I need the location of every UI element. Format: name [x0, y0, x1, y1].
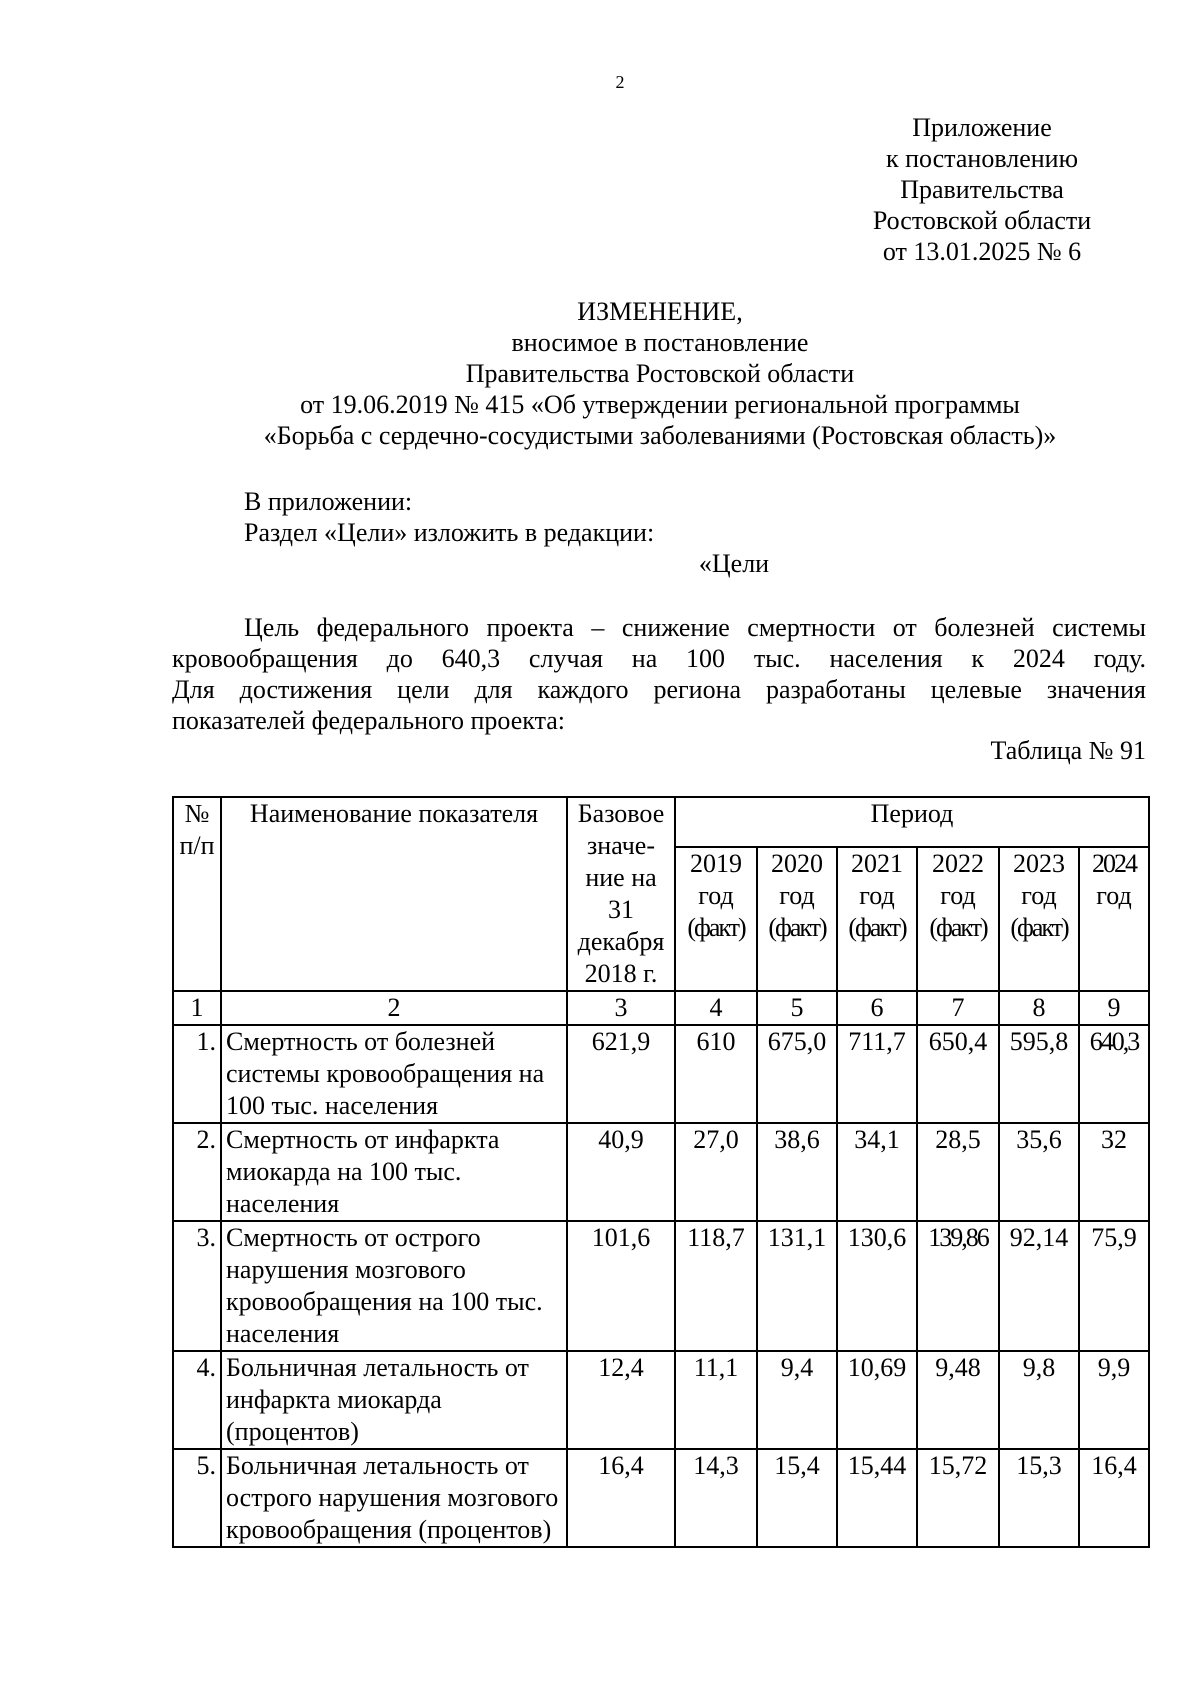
title-line: вносимое в постановление [511, 328, 809, 357]
row-value: 711,7 [837, 1025, 917, 1123]
row-value: 35,6 [999, 1123, 1079, 1221]
row-value: 9,4 [757, 1351, 837, 1449]
paragraph-line: Цель федерального проекта – снижение смертности от болезней системы [244, 613, 1146, 642]
header-period: Период [675, 797, 1149, 847]
goals-heading [160, 548, 1160, 579]
appendix-line: Приложение [912, 113, 1052, 142]
column-number: 5 [757, 991, 837, 1025]
row-num: 4. [173, 1351, 221, 1449]
row-value: 130,6 [837, 1221, 917, 1351]
row-value: 131,1 [757, 1221, 837, 1351]
row-value: 9,8 [999, 1351, 1079, 1449]
title-line: Правительства Ростовской области [465, 359, 855, 388]
row-value: 118,7 [675, 1221, 757, 1351]
row-base: 12,4 [567, 1351, 675, 1449]
intro-block [244, 486, 654, 548]
row-value: 675,0 [757, 1025, 837, 1123]
table-row [173, 1025, 1149, 1123]
title-heading: ИЗМЕНЕНИЕ, [577, 297, 743, 326]
row-value: 15,4 [757, 1449, 837, 1547]
row-value: 28,5 [917, 1123, 999, 1221]
column-number: 9 [1079, 991, 1149, 1025]
row-value: 11,1 [675, 1351, 757, 1449]
row-name: Больничная летальность от инфаркта миокарда (процентов) [221, 1351, 567, 1449]
row-value: 27,0 [675, 1123, 757, 1221]
table-row [173, 1449, 1149, 1547]
header-year: 2024 год [1079, 847, 1149, 991]
row-value: 10,69 [837, 1351, 917, 1449]
table-row [173, 1123, 1149, 1221]
page-number: 2 [615, 72, 625, 92]
header-year: 2022 год (факт) [917, 847, 999, 991]
row-value: 15,72 [917, 1449, 999, 1547]
header-year: 2020 год (факт) [757, 847, 837, 991]
table-label: Таблица № 91 [990, 736, 1146, 765]
header-year: 2023 год (факт) [999, 847, 1079, 991]
row-base: 16,4 [567, 1449, 675, 1547]
title-line: от 19.06.2019 № 415 «Об утверждении региональной программы [300, 390, 1020, 419]
column-number: 7 [917, 991, 999, 1025]
column-number: 4 [675, 991, 757, 1025]
row-base: 101,6 [567, 1221, 675, 1351]
appendix-block [832, 112, 1132, 267]
appendix-line: Правительства [900, 175, 1064, 204]
row-value: 595,8 [999, 1025, 1079, 1123]
row-value: 640,3 [1079, 1025, 1149, 1123]
intro-line: В приложении: [244, 487, 413, 516]
table-row [173, 1351, 1149, 1449]
table-header-row [173, 797, 1149, 847]
row-num: 3. [173, 1221, 221, 1351]
column-number: 3 [567, 991, 675, 1025]
row-base: 621,9 [567, 1025, 675, 1123]
row-value: 92,14 [999, 1221, 1079, 1351]
row-value: 34,1 [837, 1123, 917, 1221]
row-base: 40,9 [567, 1123, 675, 1221]
row-value: 139,86 [917, 1221, 999, 1351]
intro-line: Раздел «Цели» изложить в редакции: [244, 518, 655, 547]
header-name: Наименование показателя [221, 797, 567, 991]
row-name: Больничная летальность от острого нарушения мозгового кровообращения (процентов) [221, 1449, 567, 1547]
goals-heading-text: «Цели [698, 549, 770, 578]
document-title [160, 296, 1160, 451]
header-year: 2019 год (факт) [675, 847, 757, 991]
paragraph-line: кровообращения до 640,3 случая на 100 тыс. населения к 2024 году. [172, 644, 1146, 673]
row-value: 15,44 [837, 1449, 917, 1547]
paragraph-line: показателей федерального проекта: [172, 706, 566, 735]
column-numbers-row [173, 991, 1149, 1025]
row-value: 32 [1079, 1123, 1149, 1221]
appendix-line: к постановлению [885, 144, 1079, 173]
column-number: 1 [173, 991, 221, 1025]
row-value: 650,4 [917, 1025, 999, 1123]
column-number: 8 [999, 991, 1079, 1025]
column-number: 6 [837, 991, 917, 1025]
body-paragraph [172, 612, 1146, 736]
indicators-table [172, 796, 1150, 1548]
table-row [173, 1221, 1149, 1351]
row-name: Смертность от острого нарушения мозгового кровообращения на 100 тыс. населения [221, 1221, 567, 1351]
row-value: 9,9 [1079, 1351, 1149, 1449]
row-num: 5. [173, 1449, 221, 1547]
row-name: Смертность от инфаркта миокарда на 100 тыс. населения [221, 1123, 567, 1221]
header-year: 2021 год (факт) [837, 847, 917, 991]
appendix-line: Ростовской области [872, 206, 1092, 235]
row-value: 610 [675, 1025, 757, 1123]
row-value: 14,3 [675, 1449, 757, 1547]
row-num: 2. [173, 1123, 221, 1221]
header-base: Базовое значе- ние на 31 декабря 2018 г. [567, 797, 675, 991]
row-value: 15,3 [999, 1449, 1079, 1547]
paragraph-line: Для достижения цели для каждого региона разработаны целевые значения [172, 675, 1146, 704]
row-value: 75,9 [1079, 1221, 1149, 1351]
row-value: 16,4 [1079, 1449, 1149, 1547]
row-num: 1. [173, 1025, 221, 1123]
row-value: 38,6 [757, 1123, 837, 1221]
row-name: Смертность от болезней системы кровообращения на 100 тыс. населения [221, 1025, 567, 1123]
header-num: № п/п [173, 797, 221, 991]
appendix-line: от 13.01.2025 № 6 [882, 237, 1082, 266]
title-line: «Борьба с сердечно-сосудистыми заболеваниями (Ростовская область)» [263, 421, 1057, 450]
row-value: 9,48 [917, 1351, 999, 1449]
column-number: 2 [221, 991, 567, 1025]
